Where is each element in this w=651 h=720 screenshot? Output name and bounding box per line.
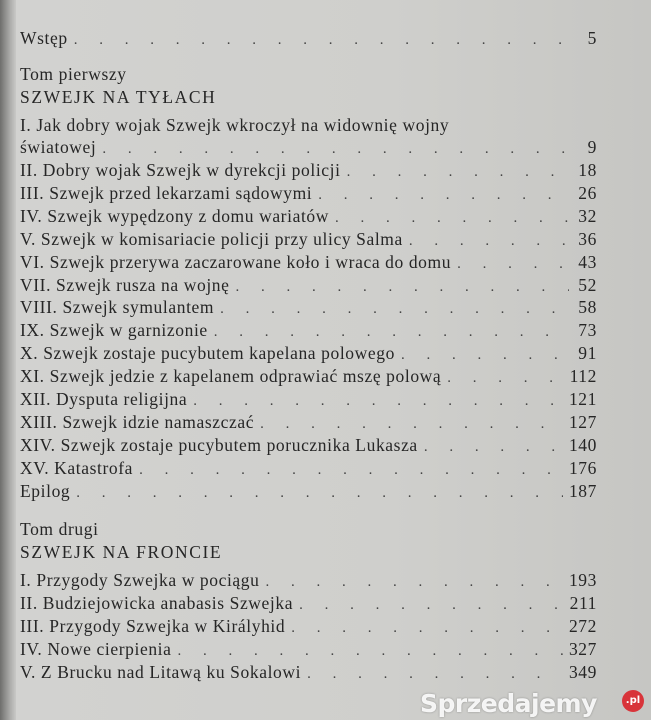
toc-entry — [20, 252, 597, 274]
entry-title: XIV. Szwejk zostaje pucybutem porucznika Lukasza — [20, 434, 418, 455]
entry-title: II. Budziejowicka anabasis Szwejka — [20, 593, 294, 613]
entry-page: 211 — [569, 593, 597, 613]
entry-title: VI. Szwejk przerywa zaczarowane koło i wraca do domu — [20, 251, 452, 272]
entry-page: 121 — [568, 389, 597, 409]
volume1-label: Tom pierwszy — [20, 64, 127, 84]
entry-title: IV. Nowe cierpienia — [20, 639, 172, 659]
dot-leader — [318, 187, 569, 204]
toc-entry — [20, 343, 597, 365]
watermark-logo: Sprzedajemy — [420, 689, 597, 718]
dot-leader — [220, 301, 569, 318]
entry-title: XII. Dysputa religijna — [20, 389, 188, 409]
entry-title: V. Z Brucku nad Litawą ku Sokalowi — [20, 662, 302, 682]
toc-entry — [20, 183, 597, 205]
entry-page: 73 — [578, 320, 597, 341]
dot-leader — [102, 141, 569, 158]
dot-leader — [236, 279, 570, 296]
entry-page: 176 — [568, 457, 597, 478]
entry-title: XI. Szwejk jedzie z kapelanem odprawiać mszę polową — [20, 366, 442, 387]
entry-title: III. Przygody Szwejka w Királyhid — [20, 616, 286, 636]
entry-page: 26 — [578, 182, 597, 203]
entry-title: I. Przygody Szwejka w pociągu — [20, 570, 260, 590]
entry-page: 32 — [578, 205, 597, 226]
entry-page: 193 — [568, 570, 597, 590]
entry-title: światowej — [20, 137, 97, 157]
dot-leader — [307, 666, 563, 683]
volume2-label: Tom drugi — [20, 519, 99, 539]
watermark-badge: .pl — [622, 690, 644, 712]
toc-entry — [20, 639, 597, 661]
toc-entry — [20, 458, 597, 480]
toc-entry — [20, 435, 597, 457]
dot-leader — [260, 416, 563, 433]
entry-page: 140 — [568, 434, 597, 455]
entry-title: Wstęp — [20, 28, 68, 48]
dot-leader — [214, 324, 569, 341]
volume1-title: SZWEJK NA TYŁACH — [20, 87, 217, 107]
toc-entry — [20, 481, 597, 503]
toc-entry — [20, 229, 597, 251]
dot-leader — [457, 256, 569, 273]
entry-page: 43 — [578, 251, 597, 272]
entry-page: 112 — [569, 366, 597, 387]
dot-leader — [193, 393, 563, 410]
dot-leader — [74, 32, 569, 49]
volume2-title: SZWEJK NA FRONCIE — [20, 542, 223, 562]
toc-entry-intro — [20, 28, 597, 50]
entry-title: III. Szwejk przed lekarzami sądowymi — [20, 182, 313, 203]
dot-leader — [291, 620, 563, 637]
entry-title: XV. Katastrofa — [20, 457, 134, 478]
entry-title: V. Szwejk w komisariacie policji przy ulicy Salma — [20, 228, 403, 249]
entry-page: 187 — [568, 480, 597, 501]
entry-title: VII. Szwejk rusza na wojnę — [20, 274, 230, 295]
toc-entry — [20, 616, 597, 638]
entry-page: 5 — [587, 28, 597, 48]
dot-leader — [447, 370, 563, 387]
entry-title: Epilog — [20, 480, 71, 501]
entry-title: IV. Szwejk wypędzony z domu wariatów — [20, 205, 329, 226]
entry-title: X. Szwejk zostaje pucybutem kapelana polowego — [20, 343, 395, 364]
dot-leader — [139, 462, 563, 479]
entry-page: 18 — [578, 160, 597, 180]
entry-page: 127 — [568, 411, 597, 432]
toc-entry — [20, 366, 597, 388]
toc-entry — [20, 320, 597, 342]
entry-page: 58 — [578, 297, 597, 318]
entry-page: 52 — [578, 274, 597, 295]
entry-title: VIII. Szwejk symulantem — [20, 297, 215, 318]
entry-page: 91 — [578, 343, 597, 364]
dot-leader — [266, 574, 563, 591]
dot-leader — [347, 164, 569, 181]
toc-entry — [20, 389, 597, 411]
entry-page: 272 — [568, 616, 597, 636]
dot-leader — [401, 347, 569, 364]
dot-leader — [424, 439, 563, 456]
dot-leader — [335, 210, 569, 227]
toc-entry — [20, 137, 597, 159]
dot-leader — [299, 597, 564, 614]
entry-page: 36 — [578, 228, 597, 249]
toc-entry — [20, 160, 597, 182]
toc-entry — [20, 570, 597, 592]
toc-entry — [20, 206, 597, 228]
toc-entry — [20, 662, 597, 684]
dot-leader — [178, 643, 563, 660]
page-gutter — [0, 0, 16, 720]
entry-title: XIII. Szwejk idzie namaszczać — [20, 411, 255, 432]
chapter1-line1: I. Jak dobry wojak Szwejk wkroczył na widownię wojny — [20, 115, 450, 135]
toc-entry — [20, 593, 597, 615]
toc-entry — [20, 297, 597, 319]
toc-entry — [20, 412, 597, 434]
dot-leader — [76, 485, 563, 502]
entry-page: 349 — [568, 662, 597, 682]
entry-title: IX. Szwejk w garnizonie — [20, 320, 208, 341]
toc-entry — [20, 275, 597, 297]
entry-page: 327 — [568, 639, 597, 659]
dot-leader — [409, 233, 569, 250]
entry-title: II. Dobry wojak Szwejk w dyrekcji policji — [20, 160, 341, 180]
entry-page: 9 — [587, 137, 597, 157]
